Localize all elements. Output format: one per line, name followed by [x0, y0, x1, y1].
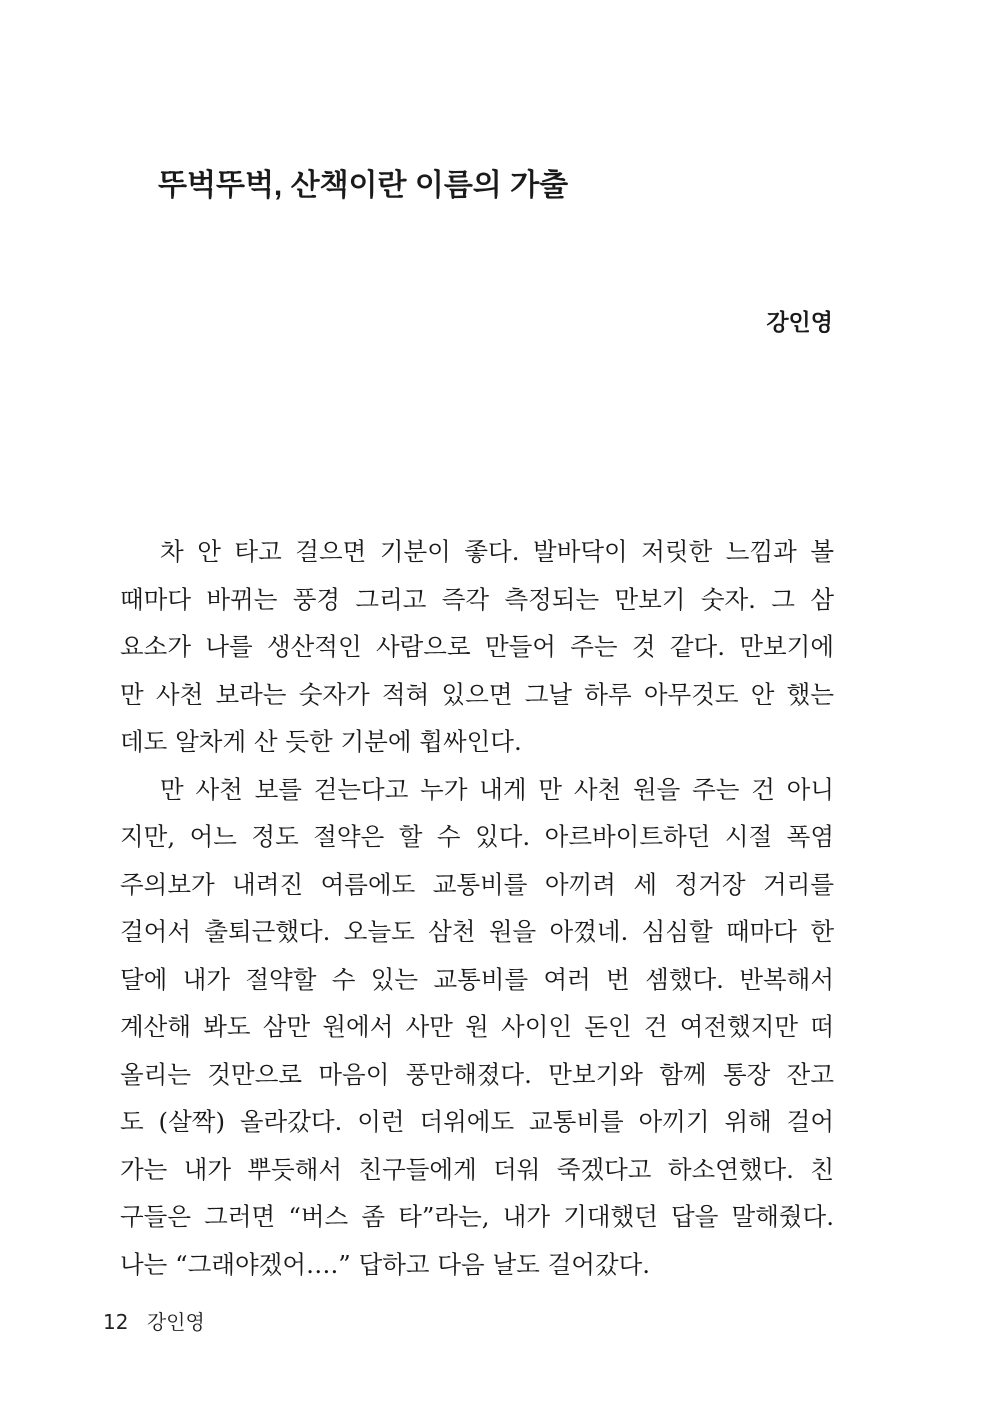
paragraph-1-line-4: 만 사천 보라는 숫자가 적혀 있으면 그날 하루 아무것도 안 했는 [120, 679, 834, 709]
page-footer [103, 1307, 205, 1337]
author-name: 강인영 [766, 309, 833, 335]
paragraph-1-line-3: 요소가 나를 생산적인 사람으로 만들어 주는 것 같다. 만보기에 [120, 632, 834, 661]
paragraph-1-line-1: 차 안 타고 걸으면 기분이 좋다. 발바닥이 저릿한 느낌과 볼 [160, 537, 834, 566]
paragraph-1-line-2: 때마다 바뀌는 풍경 그리고 즉각 측정되는 만보기 숫자. 그 삼 [120, 584, 834, 614]
paragraph-2-line-2: 지만, 어느 정도 절약은 할 수 있다. 아르바이트하던 시절 폭염 [120, 822, 834, 851]
paragraph-2-line-7: 올리는 것만으로 마음이 풍만해졌다. 만보기와 함께 통장 잔고 [120, 1059, 834, 1089]
paragraph-2-line-4: 걸어서 출퇴근했다. 오늘도 삼천 원을 아꼈네. 심심할 때마다 한 [120, 917, 834, 946]
essay-body [120, 528, 834, 1288]
paragraph-2-line-11: 나는 “그래야겠어….” 답하고 다음 날도 걸어갔다. [120, 1249, 651, 1279]
paragraph-2-line-6: 계산해 봐도 삼만 원에서 사만 원 사이인 돈인 건 여전했지만 떠 [120, 1012, 834, 1041]
page-number: 12 [103, 1310, 129, 1334]
paragraph-1-line-5: 데도 알차게 산 듯한 기분에 휩싸인다. [120, 727, 522, 756]
paragraph-2-line-3: 주의보가 내려진 여름에도 교통비를 아끼려 세 정거장 거리를 [120, 869, 834, 899]
paragraph-2-line-9: 가는 내가 뿌듯해서 친구들에게 더워 죽겠다고 하소연했다. 친 [120, 1154, 834, 1184]
footer-author: 강인영 [146, 1310, 205, 1334]
paragraph-2-line-1: 만 사천 보를 걷는다고 누가 내게 만 사천 원을 주는 건 아니 [160, 774, 834, 804]
paragraph-2-line-8: 도 (살짝) 올라갔다. 이런 더위에도 교통비를 아끼기 위해 걸어 [120, 1107, 834, 1136]
paragraph-2-line-10: 구들은 그러면 “버스 좀 타”라는, 내가 기대했던 답을 말해줬다. [120, 1202, 834, 1231]
essay-title: 뚜벅뚜벅, 산책이란 이름의 가출 [158, 169, 569, 202]
paragraph-2-line-5: 달에 내가 절약할 수 있는 교통비를 여러 번 셈했다. 반복해서 [120, 964, 834, 994]
